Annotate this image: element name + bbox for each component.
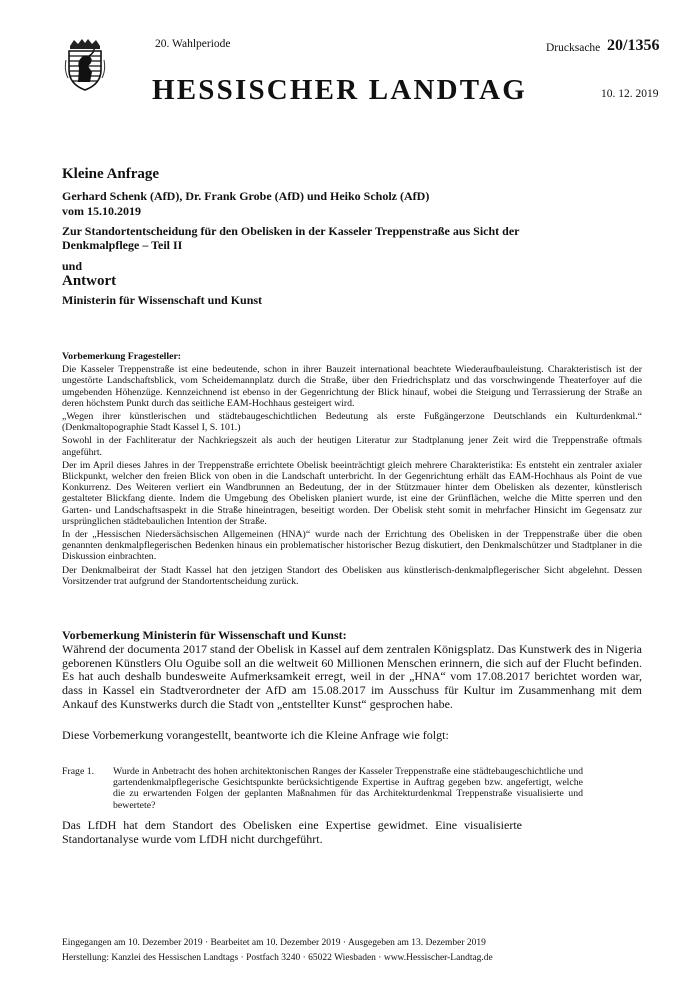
hessen-coat-of-arms-icon — [64, 38, 106, 92]
frage-1-answer: Das LfDH hat dem Standort des Obelisken eine Expertise gewidmet. Eine visualisierte Standortanalyse wurde vom LfDH nicht durchgeführt. — [62, 818, 522, 846]
fragesteller-paragraph: Die Kasseler Treppenstraße ist eine bedeutende, schon in ihrer Bauzeit international beachtete Wiederaufbauleistung. Charakteristisch ist der ungestörte Landschaftsblick, vom Scheidemannplatz durch die Straße, über den Friedrichsplatz und das vorschwingende Theaterfoyer auf die umgebenden Höhenzüge. Kennzeichnend ist ebenso in der Gegenrichtung der Blick hinauf, wobei die Steigung und Terrassierung der Straße an deren höchstem Punkt durch das seitliche EAM-Hochhaus gesteigert wird. — [62, 364, 642, 409]
wahlperiode: 20. Wahlperiode — [155, 38, 231, 50]
vorbemerkung-fragesteller — [62, 351, 642, 589]
antwort-label: Antwort — [62, 273, 117, 289]
ministry-name: Ministerin für Wissenschaft und Kunst — [62, 293, 263, 307]
fragesteller-paragraph: „Wegen ihrer künstlerischen und städtebaugeschichtlichen Bedeutung als erste Fußgängerzone Deutschlands ein Kulturdenkmal.“ (Denkmaltopographie Stadt Kassel I, S. 101.) — [62, 411, 642, 434]
anfrage-date: vom 15.10.2019 — [62, 204, 141, 218]
drucksache-number: 20/1356 — [607, 37, 660, 54]
vorbemerkung-ministerin — [62, 629, 642, 712]
fragesteller-paragraph: In der „Hessischen Niedersächsischen Allgemeinen (HNA)“ wurde nach der Errichtung des Obelisken in der Treppenstraße über die oben genannten denkmalpflegerischen Bedenken hinaus ein problematischer historischer Bezug diskutiert, den Denkmalschützer und Stadtplaner in die Diskussion einbrachten. — [62, 529, 642, 563]
footer-dates: Eingegangen am 10. Dezember 2019 · Bearbeitet am 10. Dezember 2019 · Ausgegeben am 13. Dezember 2019 — [62, 938, 486, 948]
frage-1-label: Frage 1. — [62, 766, 95, 777]
fragesteller-paragraph: Sowohl in der Fachliteratur der Nachkriegszeit als auch der heutigen Literatur zur Stadtplanung jener Zeit wird die Treppenstraße oftmals angeführt. — [62, 435, 642, 458]
frage-1-text: Wurde in Anbetracht des hohen architektonischen Ranges der Kasseler Treppenstraße eine städtebaugeschichtliche und gartendenkmalpflegerische Gesichtspunkte berücksichtigende Expertise in Auftrag gegeben bzw. angefertigt, welche die zu erwartenden Folgen der geplanten Maßnahmen für das Architekturdenkmal Treppenstraße visualisierte und bewertete? — [113, 766, 583, 811]
document-date: 10. 12. 2019 — [601, 88, 659, 100]
intro-text: Diese Vorbemerkung vorangestellt, beantworte ich die Kleine Anfrage wie folgt: — [62, 728, 449, 742]
vorbemerkung-fragesteller-heading: Vorbemerkung Fragesteller: — [62, 351, 182, 362]
anfrage-type: Kleine Anfrage — [62, 166, 160, 182]
drucksache-label: Drucksache — [546, 42, 601, 54]
und-label: und — [62, 259, 83, 273]
anfrage-subject: Zur Standortentscheidung für den Obelisken in der Kasseler Treppenstraße aus Sicht der Denkmalpflege – Teil II — [62, 224, 520, 252]
fragesteller-paragraph: Der im April dieses Jahres in der Treppenstraße errichtete Obelisk beeinträchtigt gleich mehrere Charakteristika: Es entsteht ein zentraler axialer Blickpunkt, welcher den freien Blick von oben in die Landschaft unterbricht. In der Gegenrichtung erhält das EAM-Hochhaus als Point de vue Konkurrenz. Des Weiteren verliert ein Wandbrunnen an Bedeutung, der in der Stützmauer hinter dem Obelisken als dezenter, künstlerisch gestalteter Blickfang diente. Indem die Umgebung des Obelisken planiert wurde, ist eine der Grünflächen, welche die Mitte sperren und den Garten- und Landschaftsaspekt in die Straße hineintragen, beseitigt worden. Der Obelisk steht somit in mehrfacher Hinsicht im Gegensatz zur ursprünglichen städtebaulichen Intention der Straße. — [62, 459, 642, 527]
ministerin-text: Während der documenta 2017 stand der Obelisk in Kassel auf dem zentralen Königsplatz. Das Kunstwerk des in Nigeria geborenen Künstlers Olu Oguibe soll an die weltweit 60 Millionen Menschen erinnern, die sich auf der Flucht befinden. Es hat auch deshalb bundesweite Aufmerksamkeit erregt, weil in der „HNA“ vom 17.08.2017 berichtet worden war, dass in Kassel ein Stadtverordneter der AfD am 15.08.2017 im Ausschuss für Kultur im Zusammenhang mit dem Ankauf des Kunstwerks durch die Stadt von „entstellter Kunst“ gesprochen habe. — [62, 641, 642, 711]
fragesteller-paragraph: Der Denkmalbeirat der Stadt Kassel hat den jetzigen Standort des Obelisken aus künstlerisch-denkmalpflegerischer Sicht abgelehnt. Dessen Vorsitzender trat aufgrund der Standortentscheidung zurück. — [62, 564, 642, 587]
document-title: HESSISCHER LANDTAG — [152, 74, 528, 106]
footer-publisher: Herstellung: Kanzlei des Hessischen Landtags · Postfach 3240 · 65022 Wiesbaden · www.Hessischer-Landtag.de — [62, 953, 493, 963]
anfrage-authors: Gerhard Schenk (AfD), Dr. Frank Grobe (AfD) und Heiko Scholz (AfD) — [62, 189, 430, 203]
vorbemerkung-ministerin-heading: Vorbemerkung Ministerin für Wissenschaft und Kunst: — [62, 628, 347, 642]
